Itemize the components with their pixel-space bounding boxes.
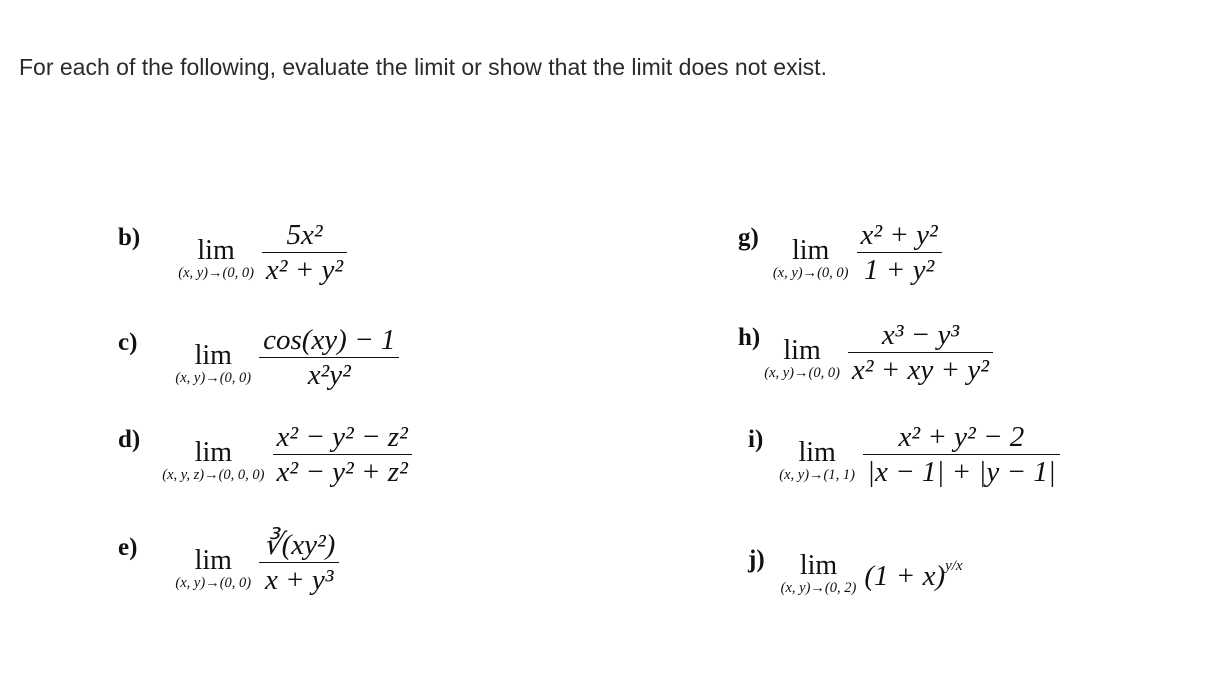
limit-operator — [162, 436, 265, 483]
limit-point: (x, y)→(0, 0) — [772, 264, 849, 281]
problem-label: h) — [738, 324, 761, 351]
problem-label: j) — [748, 546, 765, 573]
denominator: 1 + y² — [864, 254, 935, 286]
numerator: x² + y² − 2 — [898, 421, 1025, 453]
problem-label: b) — [118, 224, 141, 251]
exponent: y/x — [945, 557, 963, 574]
fraction — [273, 420, 412, 489]
lim-word: lim — [798, 436, 836, 468]
problem-label: c) — [118, 329, 138, 356]
limit-operator — [178, 234, 254, 281]
denominator: x²y² — [307, 359, 351, 391]
limit-operator — [175, 544, 252, 591]
problem-d — [118, 420, 412, 489]
limit-point: (x, y)→(0, 0) — [178, 264, 254, 281]
limit-operator — [772, 234, 849, 281]
limit-operator — [781, 552, 857, 596]
denominator: |x − 1| + |y − 1| — [866, 456, 1056, 488]
fraction — [262, 218, 347, 287]
denominator: x² − y² + z² — [276, 456, 408, 488]
limit-operator — [764, 334, 840, 381]
limit-point: (x, y, z)→(0, 0, 0) — [162, 466, 265, 483]
lim-word: lim — [799, 550, 838, 581]
instructions-text: For each of the following, evaluate the limit or show that the limit does not exist. — [19, 54, 827, 80]
limit-point: (x, y)→(0, 0) — [764, 364, 840, 381]
lim-word: lim — [194, 339, 232, 371]
limit-point: (x, y)→(0, 2) — [780, 580, 857, 596]
lim-word: lim — [197, 234, 235, 266]
problem-g — [738, 218, 942, 287]
problem-label: d) — [118, 426, 141, 453]
numerator: 5x² — [286, 219, 323, 251]
problem-i — [748, 420, 1060, 489]
problem-b — [118, 218, 347, 287]
lim-word: lim — [194, 544, 232, 576]
denominator: x² + xy + y² — [851, 354, 989, 386]
lim-word: lim — [792, 234, 830, 266]
limit-operator — [175, 339, 252, 386]
numerator: cos(xy) − 1 — [263, 324, 396, 356]
lim-word: lim — [194, 436, 233, 468]
numerator: x² + y² — [860, 219, 938, 251]
limit-operator — [779, 436, 855, 483]
base: (1 + x) — [864, 559, 946, 592]
power-expression — [864, 558, 962, 593]
fraction — [848, 318, 993, 387]
denominator: x + y³ — [264, 564, 334, 596]
numerator: ∛(xy²) — [263, 529, 336, 561]
lim-word: lim — [783, 334, 821, 366]
problem-j — [748, 540, 963, 596]
numerator: x² − y² − z² — [276, 421, 408, 453]
problem-label: e) — [118, 534, 138, 561]
fraction — [259, 528, 339, 597]
fraction — [863, 420, 1060, 489]
problem-h — [738, 318, 993, 387]
problem-label: g) — [738, 224, 759, 251]
problem-c — [118, 323, 399, 392]
limit-point: (x, y)→(0, 0) — [175, 369, 252, 386]
fraction — [259, 323, 399, 392]
numerator: x³ − y³ — [881, 319, 960, 351]
problem-label: i) — [748, 426, 764, 453]
fraction — [857, 218, 942, 287]
limit-point: (x, y)→(1, 1) — [779, 466, 855, 483]
problem-e — [118, 528, 339, 597]
denominator: x² + y² — [265, 254, 344, 286]
limit-point: (x, y)→(0, 0) — [175, 574, 252, 591]
